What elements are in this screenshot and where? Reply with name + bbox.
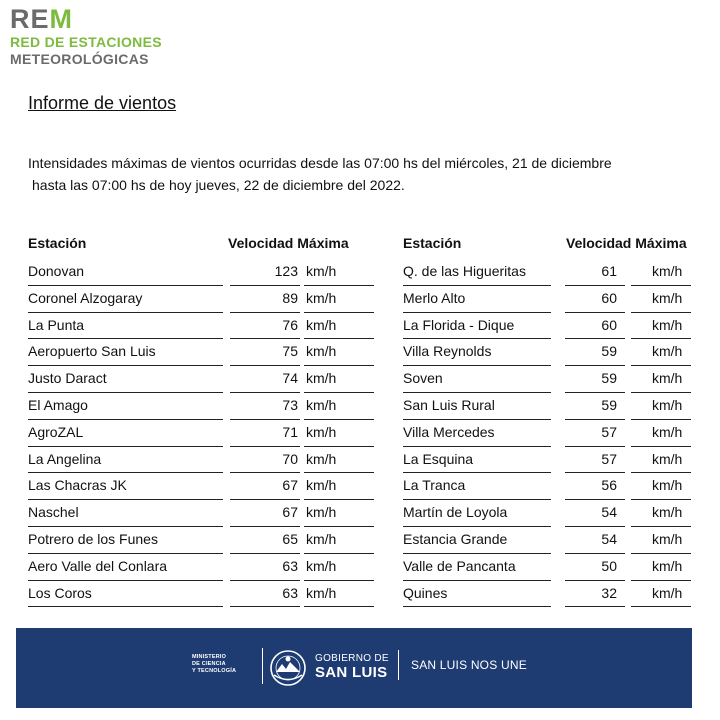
row-underline xyxy=(28,338,223,339)
row-underline xyxy=(28,312,223,313)
station-name: El Amago xyxy=(28,396,88,413)
row-underline xyxy=(403,446,551,447)
row-underline xyxy=(304,338,374,339)
row-underline xyxy=(230,472,300,473)
speed-value: 123 xyxy=(274,263,298,279)
speed-unit: km/h xyxy=(306,396,337,413)
row-underline xyxy=(403,392,551,393)
speed-value: 76 xyxy=(282,316,298,333)
speed-unit: km/h xyxy=(306,450,337,467)
station-name: Villa Reynolds xyxy=(403,343,492,360)
row-underline xyxy=(565,419,625,420)
row-underline xyxy=(28,553,223,554)
station-name: Valle de Pancanta xyxy=(403,557,516,574)
speed-value: 71 xyxy=(282,423,298,440)
row-underline xyxy=(230,526,300,527)
speed-unit: km/h xyxy=(652,450,683,467)
speed-value: 60 xyxy=(601,316,617,333)
row-underline xyxy=(304,392,374,393)
row-underline xyxy=(304,419,374,420)
row-underline xyxy=(403,338,551,339)
speed-value: 65 xyxy=(282,530,298,547)
row-underline xyxy=(28,499,223,500)
row-underline xyxy=(565,446,625,447)
speed-value: 59 xyxy=(601,343,617,360)
header-speed: Velocidad Máxima xyxy=(566,235,687,251)
station-name: Aeropuerto San Luis xyxy=(28,343,156,360)
page-title: Informe de vientos xyxy=(28,93,177,113)
row-underline xyxy=(304,526,374,527)
station-name: La Tranca xyxy=(403,477,466,494)
row-underline xyxy=(28,392,223,393)
row-underline xyxy=(403,419,551,420)
station-name: Los Coros xyxy=(28,584,92,601)
station-name: Potrero de los Funes xyxy=(28,530,158,547)
row-underline xyxy=(565,365,625,366)
station-name: Donovan xyxy=(28,263,85,279)
row-underline xyxy=(230,312,300,313)
speed-unit: km/h xyxy=(306,343,337,360)
row-underline xyxy=(403,526,551,527)
speed-value: 63 xyxy=(282,584,298,601)
row-underline xyxy=(230,338,300,339)
row-underline xyxy=(631,312,691,313)
row-underline xyxy=(28,580,223,581)
speed-unit: km/h xyxy=(306,423,337,440)
row-underline xyxy=(28,472,223,473)
footer-tagline: SAN LUIS NOS UNE xyxy=(411,658,527,672)
speed-value: 60 xyxy=(601,289,617,306)
provincial-seal-icon xyxy=(268,648,308,688)
speed-value: 32 xyxy=(601,584,617,601)
row-underline xyxy=(565,606,625,607)
row-underline xyxy=(631,580,691,581)
row-underline xyxy=(230,580,300,581)
row-underline xyxy=(631,553,691,554)
header-speed: Velocidad Máxima xyxy=(228,235,349,251)
speed-value: 70 xyxy=(282,450,298,467)
row-underline xyxy=(565,553,625,554)
row-underline xyxy=(304,553,374,554)
row-underline xyxy=(565,526,625,527)
row-underline xyxy=(304,499,374,500)
speed-unit: km/h xyxy=(306,263,337,279)
row-underline xyxy=(631,419,691,420)
row-underline xyxy=(230,606,300,607)
speed-unit: km/h xyxy=(652,263,683,279)
government-label xyxy=(315,653,389,681)
rem-logo xyxy=(10,4,162,68)
row-underline xyxy=(565,580,625,581)
row-underline xyxy=(565,338,625,339)
row-underline xyxy=(403,606,551,607)
row-underline xyxy=(304,312,374,313)
speed-unit: km/h xyxy=(306,557,337,574)
speed-unit: km/h xyxy=(306,504,337,521)
rem-logo-re: RE xyxy=(10,4,50,34)
row-underline xyxy=(28,526,223,527)
row-underline xyxy=(631,338,691,339)
row-underline xyxy=(631,285,691,286)
speed-value: 59 xyxy=(601,370,617,387)
speed-unit: km/h xyxy=(652,343,683,360)
speed-unit: km/h xyxy=(652,584,683,601)
header-station: Estación xyxy=(403,235,462,251)
row-underline xyxy=(631,606,691,607)
row-underline xyxy=(230,446,300,447)
speed-unit: km/h xyxy=(652,530,683,547)
speed-unit: km/h xyxy=(306,584,337,601)
station-name: Soven xyxy=(403,370,443,387)
speed-value: 59 xyxy=(601,396,617,413)
speed-unit: km/h xyxy=(652,316,683,333)
speed-unit: km/h xyxy=(652,477,683,494)
row-underline xyxy=(304,580,374,581)
rem-logo-line1: RED DE ESTACIONES xyxy=(10,34,162,50)
row-underline xyxy=(28,606,223,607)
station-name: AgroZAL xyxy=(28,423,84,440)
speed-unit: km/h xyxy=(306,316,337,333)
speed-unit: km/h xyxy=(652,289,683,306)
station-name: Merlo Alto xyxy=(403,289,466,306)
row-underline xyxy=(565,392,625,393)
rem-logo-wordmark xyxy=(10,4,162,34)
intro-line-2: hasta las 07:00 hs de hoy jueves, 22 de diciembre del 2022. xyxy=(32,177,405,193)
header-station: Estación xyxy=(28,235,87,251)
station-name: Aero Valle del Conlara xyxy=(28,557,168,574)
row-underline xyxy=(28,446,223,447)
speed-value: 89 xyxy=(282,289,298,306)
station-name: Martín de Loyola xyxy=(403,504,508,521)
station-name: La Punta xyxy=(28,316,85,333)
intro-line-1: Intensidades máximas de vientos ocurridas desde las 07:00 hs del miércoles, 21 de diciembre xyxy=(28,155,612,171)
ministry-line-2: DE CIENCIA xyxy=(192,661,226,667)
row-underline xyxy=(403,365,551,366)
speed-value: 57 xyxy=(601,423,617,440)
speed-unit: km/h xyxy=(306,477,337,494)
speed-value: 56 xyxy=(601,477,617,494)
speed-unit: km/h xyxy=(306,289,337,306)
rem-logo-m: M xyxy=(49,4,74,34)
speed-unit: km/h xyxy=(306,370,337,387)
row-underline xyxy=(304,472,374,473)
speed-unit: km/h xyxy=(652,504,683,521)
speed-value: 50 xyxy=(601,557,617,574)
row-underline xyxy=(403,499,551,500)
speed-value: 57 xyxy=(601,450,617,467)
row-underline xyxy=(230,499,300,500)
footer-divider xyxy=(262,648,263,684)
row-underline xyxy=(304,365,374,366)
speed-unit: km/h xyxy=(652,370,683,387)
ministry-line-3: Y TECNOLOGÍA xyxy=(192,668,237,674)
speed-value: 74 xyxy=(282,370,298,387)
row-underline xyxy=(565,285,625,286)
footer-banner xyxy=(16,628,692,708)
speed-value: 67 xyxy=(282,504,298,521)
speed-value: 54 xyxy=(601,530,617,547)
row-underline xyxy=(230,553,300,554)
speed-unit: km/h xyxy=(652,557,683,574)
row-underline xyxy=(28,285,223,286)
row-underline xyxy=(631,472,691,473)
row-underline xyxy=(631,526,691,527)
station-name: Q. de las Higueritas xyxy=(403,263,526,279)
row-underline xyxy=(28,365,223,366)
row-underline xyxy=(304,285,374,286)
row-underline xyxy=(403,312,551,313)
station-name: Coronel Alzogaray xyxy=(28,289,143,306)
row-underline xyxy=(565,472,625,473)
station-name: Estancia Grande xyxy=(403,530,508,547)
row-underline xyxy=(631,499,691,500)
speed-value: 75 xyxy=(282,343,298,360)
speed-value: 67 xyxy=(282,477,298,494)
speed-value: 54 xyxy=(601,504,617,521)
row-underline xyxy=(230,285,300,286)
government-line-2: SAN LUIS xyxy=(315,664,388,681)
station-name: Quines xyxy=(403,584,448,601)
row-underline xyxy=(631,365,691,366)
rem-logo-line2: METEOROLÓGICAS xyxy=(10,51,149,67)
station-name: Las Chacras JK xyxy=(28,477,127,494)
speed-unit: km/h xyxy=(652,396,683,413)
speed-value: 63 xyxy=(282,557,298,574)
row-underline xyxy=(565,499,625,500)
row-underline xyxy=(631,446,691,447)
government-line-1: GOBIERNO DE xyxy=(315,653,389,664)
row-underline xyxy=(230,365,300,366)
row-underline xyxy=(403,553,551,554)
station-name: La Esquina xyxy=(403,450,474,467)
row-underline xyxy=(403,285,551,286)
station-name: San Luis Rural xyxy=(403,396,495,413)
station-name: La Angelina xyxy=(28,450,102,467)
station-name: Naschel xyxy=(28,504,79,521)
speed-unit: km/h xyxy=(306,530,337,547)
row-underline xyxy=(565,312,625,313)
row-underline xyxy=(28,419,223,420)
station-name: La Florida - Dique xyxy=(403,316,515,333)
footer-divider xyxy=(398,650,399,680)
row-underline xyxy=(403,472,551,473)
intro-text xyxy=(28,152,708,196)
row-underline xyxy=(230,392,300,393)
ministry-line-1: MINISTERIO xyxy=(192,654,227,660)
speed-unit: km/h xyxy=(652,423,683,440)
station-name: Villa Mercedes xyxy=(403,423,495,440)
station-name: Justo Daract xyxy=(28,370,107,387)
row-underline xyxy=(230,419,300,420)
row-underline xyxy=(304,446,374,447)
row-underline xyxy=(304,606,374,607)
row-underline xyxy=(403,580,551,581)
ministry-label xyxy=(192,654,236,675)
speed-value: 73 xyxy=(282,396,298,413)
row-underline xyxy=(631,392,691,393)
speed-value: 61 xyxy=(601,263,617,279)
